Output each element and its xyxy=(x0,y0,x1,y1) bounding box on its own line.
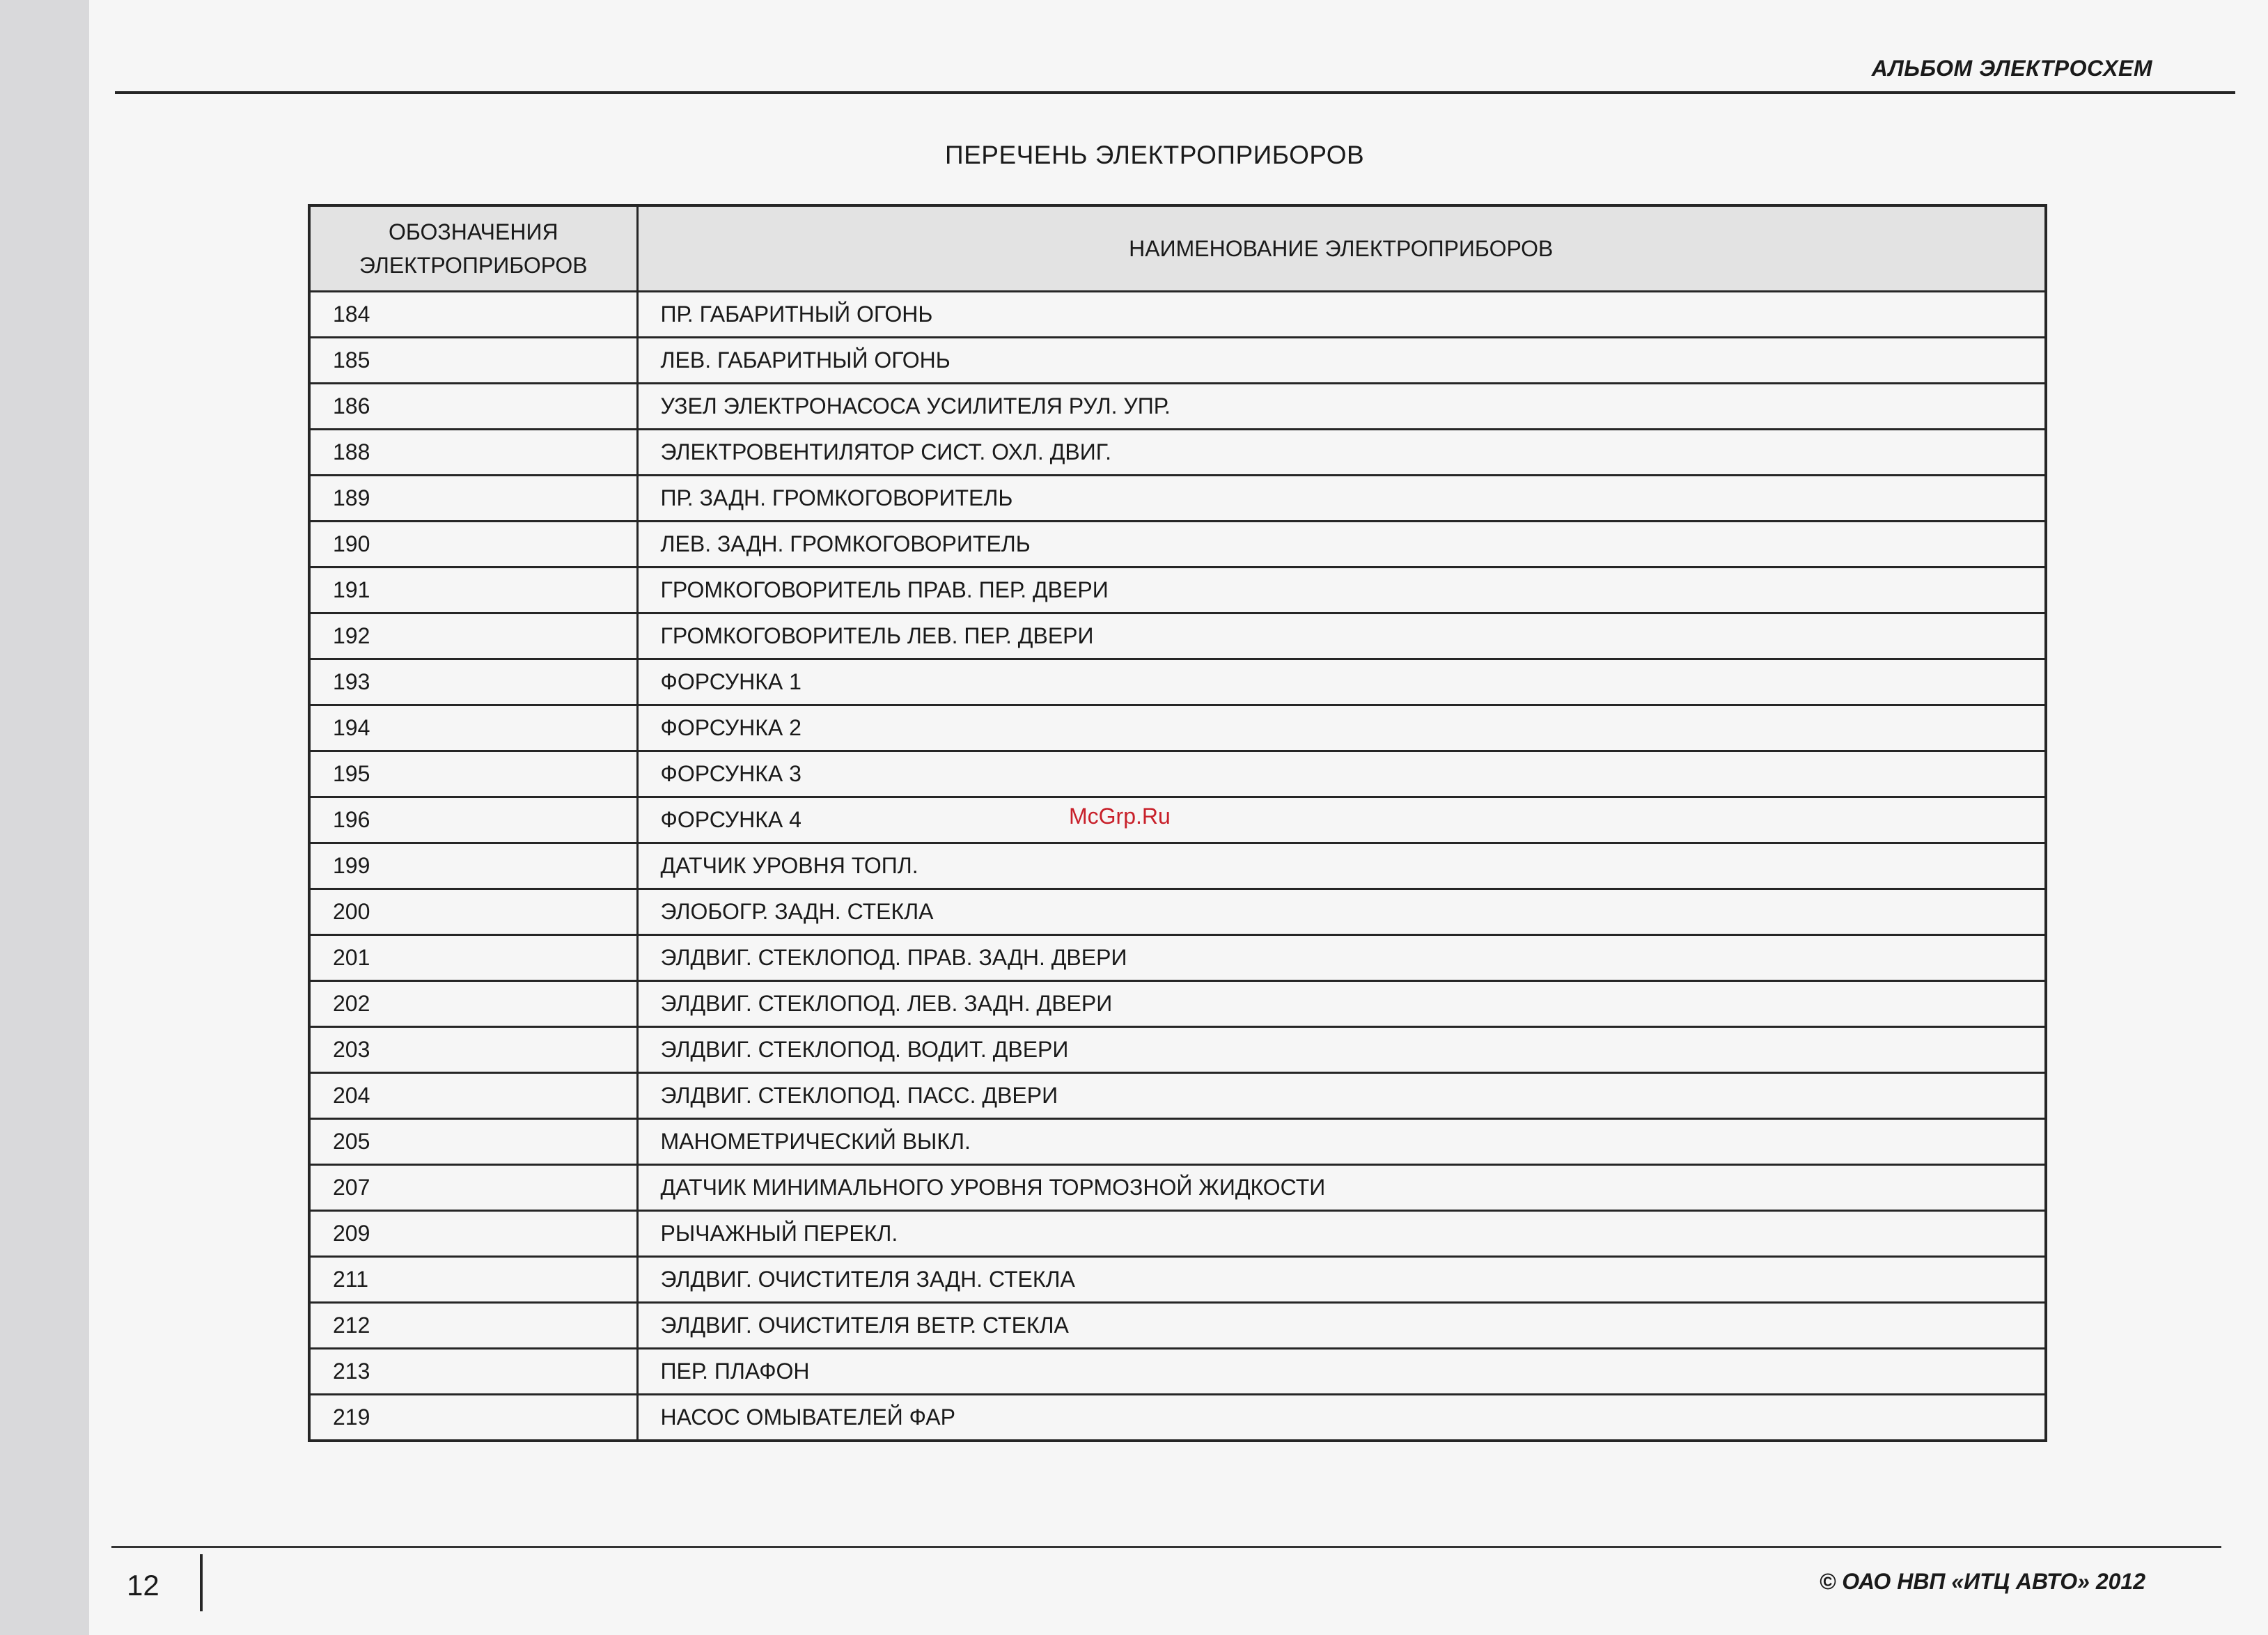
table-row xyxy=(309,384,2046,430)
device-code: 191 xyxy=(309,568,637,613)
table-row xyxy=(309,1119,2046,1165)
column-header-name: НАИМЕНОВАНИЕ ЭЛЕКТРОПРИБОРОВ xyxy=(637,205,2046,292)
device-name: ЛЕВ. ЗАДН. ГРОМКОГОВОРИТЕЛЬ xyxy=(637,522,2046,568)
device-code: 189 xyxy=(309,476,637,522)
device-name: ПР. ЗАДН. ГРОМКОГОВОРИТЕЛЬ xyxy=(637,476,2046,522)
device-code: 188 xyxy=(309,430,637,476)
table-row xyxy=(309,1303,2046,1349)
device-code: 207 xyxy=(309,1165,637,1211)
column-header-code-line1: ОБОЗНАЧЕНИЯ xyxy=(388,219,558,244)
column-header-code xyxy=(309,205,637,292)
devices-table xyxy=(308,204,2047,1442)
device-code: 184 xyxy=(309,292,637,338)
header-divider xyxy=(115,91,2235,94)
device-code: 192 xyxy=(309,613,637,659)
column-header-code-line2: ЭЛЕКТРОПРИБОРОВ xyxy=(359,253,588,278)
device-name: ЭЛДВИГ. СТЕКЛОПОД. ПРАВ. ЗАДН. ДВЕРИ xyxy=(637,935,2046,981)
device-code: 195 xyxy=(309,751,637,797)
page-number-bar xyxy=(200,1554,203,1611)
table-row xyxy=(309,292,2046,338)
device-name: ФОРСУНКА 3 xyxy=(637,751,2046,797)
device-code: 209 xyxy=(309,1211,637,1257)
table-row xyxy=(309,1349,2046,1395)
device-code: 199 xyxy=(309,843,637,889)
table-row xyxy=(309,430,2046,476)
page-title: ПЕРЕЧЕНЬ ЭЛЕКТРОПРИБОРОВ xyxy=(945,141,1365,169)
device-name: ПЕР. ПЛАФОН xyxy=(637,1349,2046,1395)
device-name: ФОРСУНКА 2 xyxy=(637,705,2046,751)
page-number: 12 xyxy=(127,1569,159,1602)
copyright: © ОАО НВП «ИТЦ АВТО» 2012 xyxy=(1819,1569,2145,1594)
table-row xyxy=(309,1395,2046,1441)
device-name: НАСОС ОМЫВАТЕЛЕЙ ФАР xyxy=(637,1395,2046,1441)
device-name: ЭЛДВИГ. ОЧИСТИТЕЛЯ ВЕТР. СТЕКЛА xyxy=(637,1303,2046,1349)
device-name: ГРОМКОГОВОРИТЕЛЬ ЛЕВ. ПЕР. ДВЕРИ xyxy=(637,613,2046,659)
device-code: 185 xyxy=(309,338,637,384)
device-name: ПР. ГАБАРИТНЫЙ ОГОНЬ xyxy=(637,292,2046,338)
device-code: 201 xyxy=(309,935,637,981)
device-code: 194 xyxy=(309,705,637,751)
table-row xyxy=(309,476,2046,522)
table-row xyxy=(309,1211,2046,1257)
device-name: ЭЛДВИГ. СТЕКЛОПОД. ПАСС. ДВЕРИ xyxy=(637,1073,2046,1119)
device-name: ФОРСУНКА 4 xyxy=(637,797,2046,843)
device-name: ЭЛДВИГ. СТЕКЛОПОД. ЛЕВ. ЗАДН. ДВЕРИ xyxy=(637,981,2046,1027)
table-row xyxy=(309,659,2046,705)
table-row xyxy=(309,522,2046,568)
device-code: 212 xyxy=(309,1303,637,1349)
device-name: ЛЕВ. ГАБАРИТНЫЙ ОГОНЬ xyxy=(637,338,2046,384)
album-title: АЛЬБОМ ЭЛЕКТРОСХЕМ xyxy=(1871,56,2152,81)
device-code: 190 xyxy=(309,522,637,568)
device-name: УЗЕЛ ЭЛЕКТРОНАСОСА УСИЛИТЕЛЯ РУЛ. УПР. xyxy=(637,384,2046,430)
table-row xyxy=(309,1165,2046,1211)
table-row xyxy=(309,797,2046,843)
table-row xyxy=(309,705,2046,751)
device-name: МАНОМЕТРИЧЕСКИЙ ВЫКЛ. xyxy=(637,1119,2046,1165)
device-code: 211 xyxy=(309,1257,637,1303)
table-row xyxy=(309,568,2046,613)
page-gutter xyxy=(0,0,89,1635)
device-name: ЭЛДВИГ. СТЕКЛОПОД. ВОДИТ. ДВЕРИ xyxy=(637,1027,2046,1073)
device-code: 213 xyxy=(309,1349,637,1395)
table-row xyxy=(309,981,2046,1027)
device-name: ЭЛОБОГР. ЗАДН. СТЕКЛА xyxy=(637,889,2046,935)
device-code: 203 xyxy=(309,1027,637,1073)
device-name: ДАТЧИК МИНИМАЛЬНОГО УРОВНЯ ТОРМОЗНОЙ ЖИДКОСТИ xyxy=(637,1165,2046,1211)
device-code: 186 xyxy=(309,384,637,430)
device-code: 205 xyxy=(309,1119,637,1165)
table-row xyxy=(309,843,2046,889)
device-code: 200 xyxy=(309,889,637,935)
device-code: 193 xyxy=(309,659,637,705)
watermark: McGrp.Ru xyxy=(1069,804,1171,829)
table-row xyxy=(309,1257,2046,1303)
table-row xyxy=(309,1073,2046,1119)
table-row xyxy=(309,889,2046,935)
device-name: РЫЧАЖНЫЙ ПЕРЕКЛ. xyxy=(637,1211,2046,1257)
device-name: ЭЛДВИГ. ОЧИСТИТЕЛЯ ЗАДН. СТЕКЛА xyxy=(637,1257,2046,1303)
table-row xyxy=(309,1027,2046,1073)
table-header-row xyxy=(309,205,2046,292)
device-code: 196 xyxy=(309,797,637,843)
table-row xyxy=(309,338,2046,384)
device-code: 202 xyxy=(309,981,637,1027)
table-row xyxy=(309,613,2046,659)
table-row xyxy=(309,935,2046,981)
device-name: ЭЛЕКТРОВЕНТИЛЯТОР СИСТ. ОХЛ. ДВИГ. xyxy=(637,430,2046,476)
device-code: 219 xyxy=(309,1395,637,1441)
device-name: ГРОМКОГОВОРИТЕЛЬ ПРАВ. ПЕР. ДВЕРИ xyxy=(637,568,2046,613)
device-name: ДАТЧИК УРОВНЯ ТОПЛ. xyxy=(637,843,2046,889)
footer-divider xyxy=(111,1546,2221,1548)
device-name: ФОРСУНКА 1 xyxy=(637,659,2046,705)
table-row xyxy=(309,751,2046,797)
device-code: 204 xyxy=(309,1073,637,1119)
